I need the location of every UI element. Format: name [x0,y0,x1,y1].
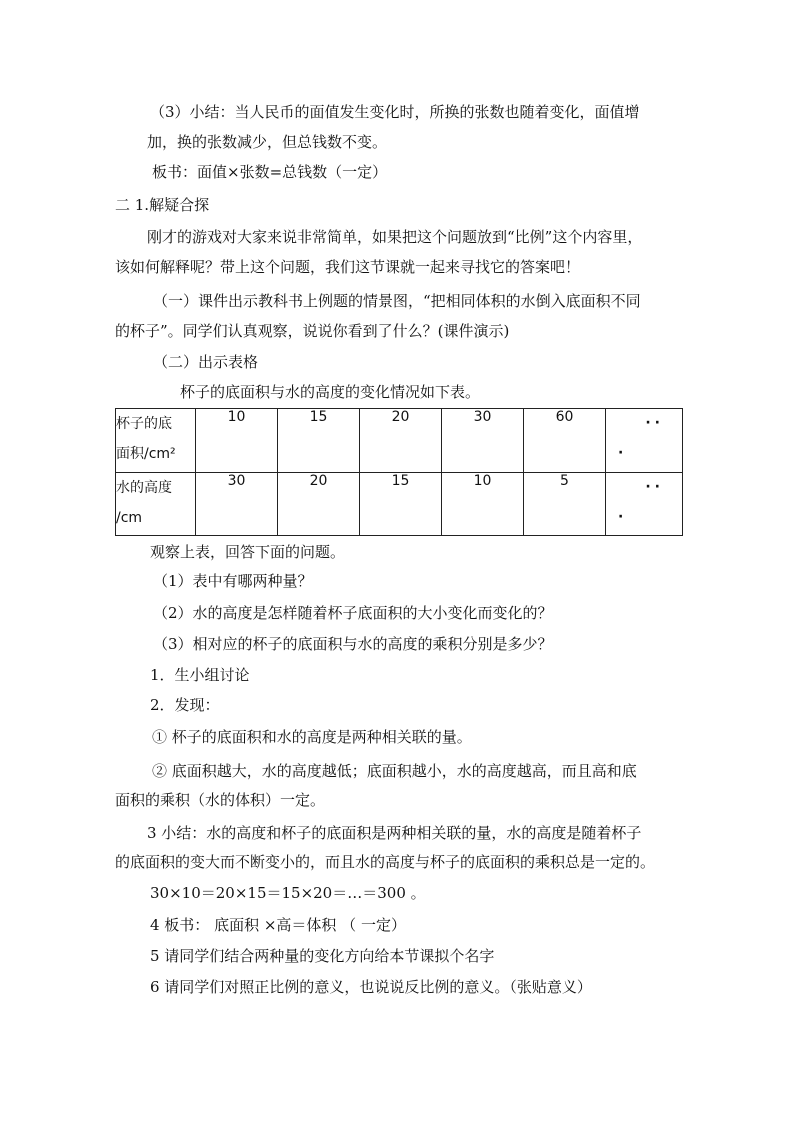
ellipsis-cell [606,409,683,473]
ellipsis-cell [606,472,683,536]
step-one-line-1: （一）课件出示教科书上例题的情景图，“把相同体积的水倒入底面积不同 [153,292,641,310]
ellipsis-dots-top: ·· [645,478,664,495]
intro-line-1: 刚才的游戏对大家来说非常简单，如果把这个问题放到“比例”这个内容里， [147,228,643,246]
row-header-line-1: 杯子的底 [116,416,172,432]
row-header-height [116,472,196,536]
board-note-2: 4 板书： 底面积 ×高＝体积 （ 一定） [150,916,406,934]
table-cell: 60 [524,409,606,473]
intro-line-2: 该如何解释呢？带上这个问题，我们这节课就一起来寻找它的答案吧！ [115,258,581,276]
meaning-prompt: 6 请同学们对照正比例的意义，也说说反比例的意义。（张贴意义） [150,978,592,996]
summary-line-2: 加，换的张数减少，但总钱数不变。 [147,133,388,151]
table-cell: 10 [196,409,278,473]
table-cell: 30 [442,409,524,473]
step-one-line-2: 的杯子”。同学们认真观察，说说你看到了什么？(课件演示) [115,322,510,340]
summary-3-line-1: 3 小结：水的高度和杯子的底面积是两种相关联的量，水的高度是随着杯子 [147,824,642,842]
row-header-line-2: 面积/cm² [116,446,176,462]
step-discovery: 2．发现： [150,696,220,714]
table-caption: 杯子的底面积与水的高度的变化情况如下表。 [180,383,481,401]
question-3: （3）相对应的杯子的底面积与水的高度的乘积分别是多少？ [153,635,553,653]
table-cell: 30 [196,472,278,536]
question-2: （2）水的高度是怎样随着杯子底面积的大小变化而变化的？ [153,604,553,622]
data-table [115,408,683,536]
finding-1: ① 杯子的底面积和水的高度是两种相关联的量。 [152,728,472,746]
row-header-line-1: 水的高度 [116,479,172,496]
finding-2-line-1: ② 底面积越大，水的高度越低；底面积越小，水的高度越高，而且高和底 [152,762,637,780]
question-1: （1）表中有哪两种量？ [153,572,313,590]
table-cell: 15 [278,409,360,473]
step-two-heading: （二）出示表格 [153,353,259,371]
ellipsis-dots-top: ·· [645,415,664,431]
table-cell: 20 [278,472,360,536]
board-note-1: 板书：面值×张数=总钱数（一定） [152,163,388,181]
ellipsis-dot-bottom: · [618,445,624,461]
naming-prompt: 5 请同学们结合两种量的变化方向给本节课拟个名字 [150,947,495,965]
observe-instruction: 观察上表，回答下面的问题。 [150,543,346,561]
table-cell: 10 [442,472,524,536]
table-cell: 5 [524,472,606,536]
row-header-area [116,409,196,473]
equation-line: 30×10＝20×15＝15×20＝…＝300 。 [150,884,426,902]
ellipsis-dot-bottom: · [618,508,624,525]
table-cell: 20 [360,409,442,473]
section-heading: 二 1.解疑合探 [115,196,210,214]
table-row [116,472,683,536]
table-row [116,409,683,473]
summary-3-line-2: 的底面积的变大而不断变小的，而且水的高度与杯子的底面积的乘积总是一定的。 [115,853,656,871]
step-discussion: 1．生小组讨论 [150,666,250,684]
summary-line-1: （3）小结：当人民币的面值发生变化时，所换的张数也随着变化，面值增 [150,103,640,121]
finding-2-line-2: 面积的乘积（水的体积）一定。 [115,791,326,809]
table-cell: 15 [360,472,442,536]
row-header-line-2: /cm [116,509,143,526]
